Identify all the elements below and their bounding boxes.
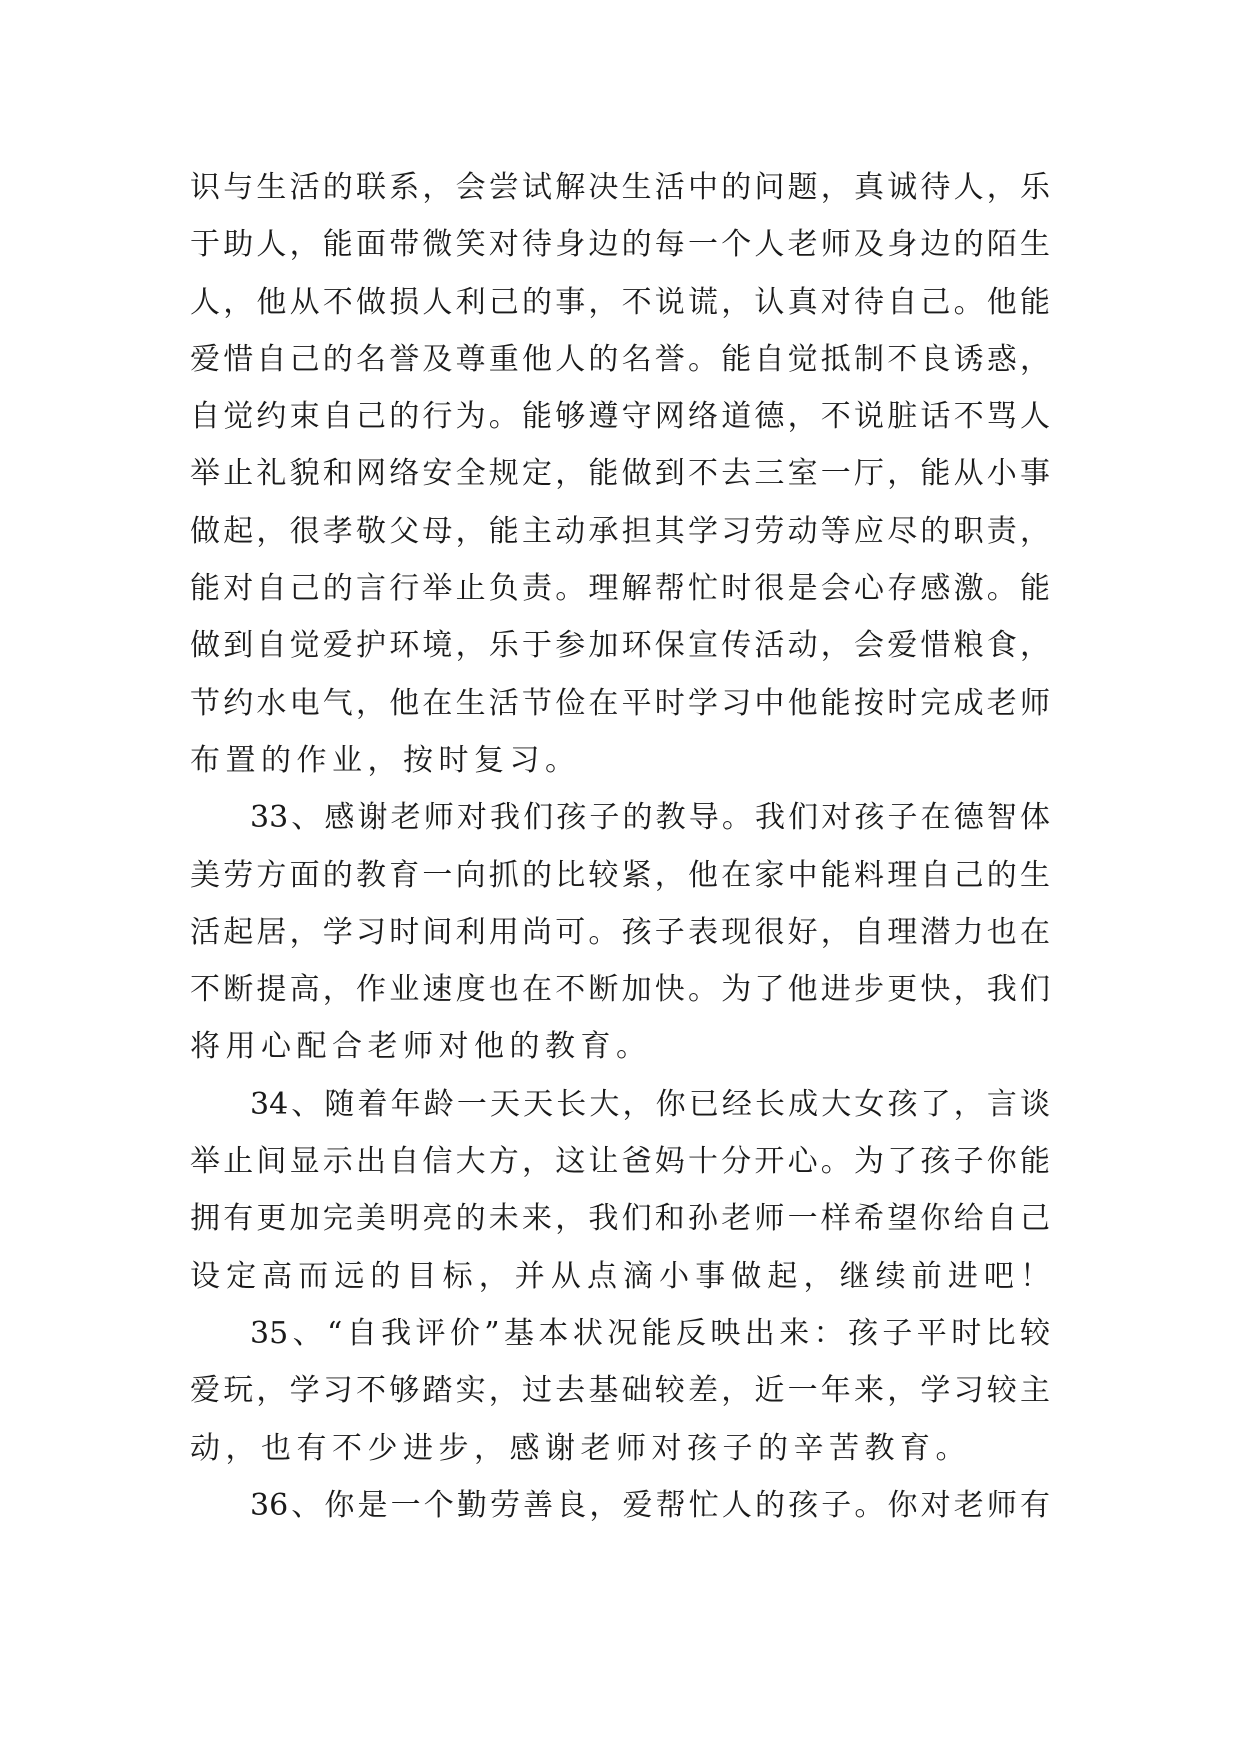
text-line: 36、你是一个勤劳善良，爱帮忙人的孩子。你对老师有 — [250, 1487, 1050, 1523]
text-line: 自觉约束自己的行为。能够遵守网络道德，不说脏话不骂人 — [190, 399, 1050, 435]
text-line: 不断提高，作业速度也在不断加快。为了他进步更快，我们 — [190, 972, 1050, 1008]
text-line: 举止间显示出自信大方，这让爸妈十分开心。为了孩子你能 — [190, 1144, 1050, 1180]
text-line: 拥有更加完美明亮的未来，我们和孙老师一样希望你给自己 — [190, 1201, 1050, 1237]
text-line: 爱玩，学习不够踏实，过去基础较差，近一年来，学习较主 — [190, 1373, 1050, 1409]
text-line: 35、“自我评价”基本状况能反映出来：孩子平时比较 — [250, 1315, 1050, 1351]
body-text — [190, 159, 1050, 1534]
text-line: 人，他从不做损人利己的事，不说谎，认真对待自己。他能 — [190, 284, 1050, 320]
text-line: 举止礼貌和网络安全规定，能做到不去三室一厅，能从小事 — [190, 456, 1050, 492]
text-line: 将用心配合老师对他的教育。 — [190, 1029, 652, 1065]
text-line: 做到自觉爱护环境，乐于参加环保宣传活动，会爱惜粮食， — [190, 628, 1050, 664]
text-line: 做起，很孝敬父母，能主动承担其学习劳动等应尽的职责， — [190, 513, 1050, 549]
text-line: 33、感谢老师对我们孩子的教导。我们对孩子在德智体 — [250, 800, 1050, 836]
text-line: 动，也有不少进步，感谢老师对孩子的辛苦教育。 — [190, 1430, 971, 1466]
text-line: 设定高而远的目标，并从点滴小事做起，继续前进吧！ — [190, 1258, 1050, 1294]
text-line: 能对自己的言行举止负责。理解帮忙时很是会心存感激。能 — [190, 571, 1050, 607]
text-line: 美劳方面的教育一向抓的比较紧，他在家中能料理自己的生 — [190, 857, 1050, 893]
text-line: 布置的作业，按时复习。 — [190, 742, 581, 778]
text-line: 于助人，能面带微笑对待身边的每一个人老师及身边的陌生 — [190, 227, 1050, 263]
text-line: 爱惜自己的名誉及尊重他人的名誉。能自觉抵制不良诱惑， — [190, 341, 1050, 377]
text-line: 34、随着年龄一天天长大，你已经长成大女孩了，言谈 — [250, 1086, 1050, 1122]
text-line: 活起居，学习时间利用尚可。孩子表现很好，自理潜力也在 — [190, 914, 1050, 950]
text-line: 节约水电气，他在生活节俭在平时学习中他能按时完成老师 — [190, 685, 1050, 721]
text-line: 识与生活的联系，会尝试解决生活中的问题，真诚待人，乐 — [190, 170, 1050, 205]
